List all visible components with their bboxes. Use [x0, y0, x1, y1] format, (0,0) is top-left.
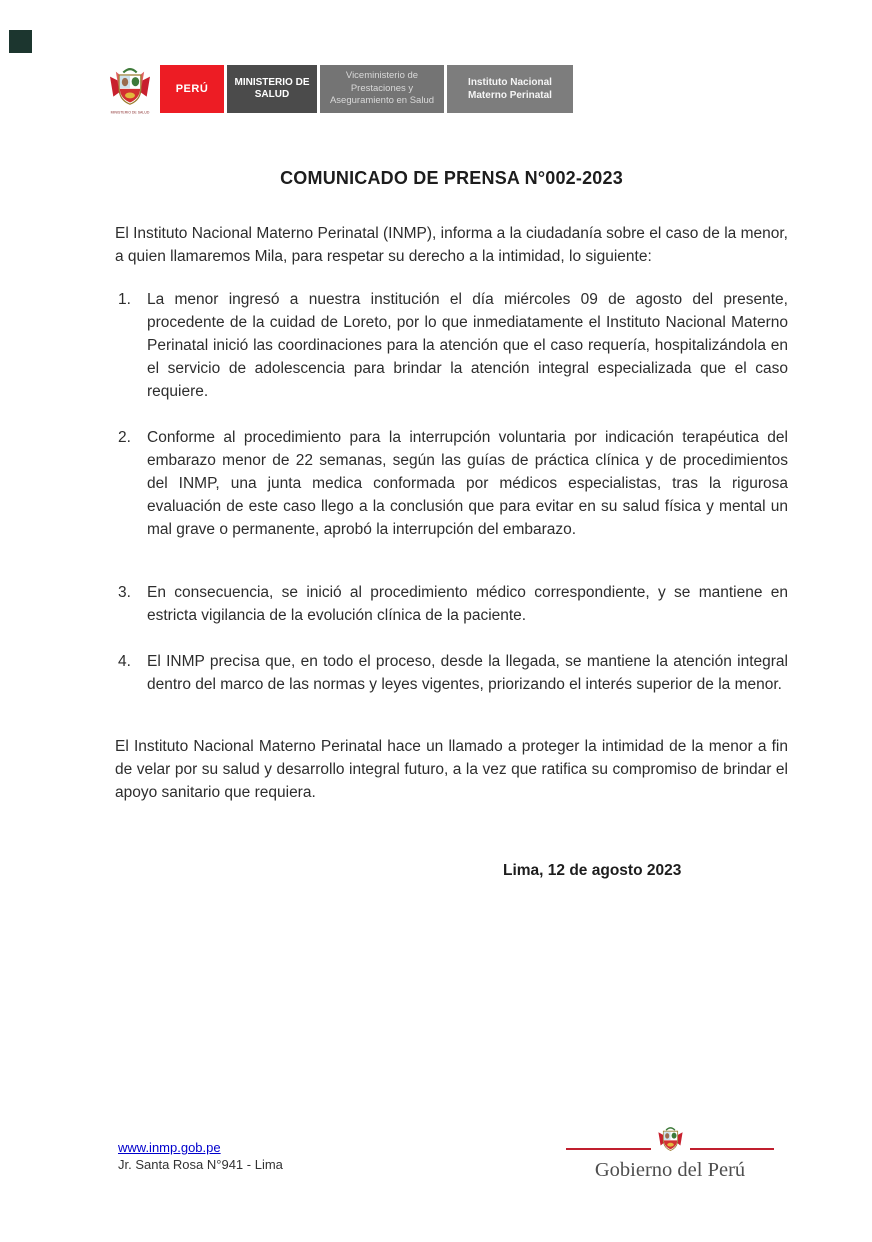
item-number: 2.: [118, 429, 131, 446]
list-item: [115, 650, 788, 696]
intro-paragraph: El Instituto Nacional Materno Perinatal (INMP), informa a la ciudadanía sobre el caso de la menor, a quien llamaremos Mila, para respetar su derecho a la intimidad, lo siguiente:: [115, 225, 788, 265]
list-item: [115, 426, 788, 541]
website-link[interactable]: www.inmp.gob.pe: [118, 1140, 221, 1155]
item-text: La menor ingresó a nuestra institución el día miércoles 09 de agosto del presente, procedente de la cuidad de Loreto, por lo que inmediatamente el Instituto Nacional Materno Perinatal inició las coordinaciones para la atención que el caso requería, hospitalizándola en el servicio de adolescencia para brindar la atención integral especializada que el caso requiere.: [147, 291, 788, 400]
gob-peru-emblem-icon: [654, 1122, 687, 1158]
item-number: 3.: [118, 584, 131, 601]
left-rule: [566, 1148, 651, 1150]
header-block-ministry: [227, 65, 317, 113]
document-body: [115, 113, 788, 880]
footer-contact: [118, 1139, 283, 1173]
item-text: El INMP precisa que, en todo el proceso, desde la llegada, se mantiene la atención integral dentro del marco de las normas y leyes vigentes, priorizando el interés superior de la menor.: [147, 653, 788, 693]
gobierno-emblem-row: [566, 1122, 774, 1158]
peru-coat-of-arms-icon: [105, 63, 155, 117]
header-block-institute: [447, 65, 573, 113]
address-text: Jr. Santa Rosa N°941 - Lima: [118, 1157, 283, 1172]
header-block-peru: [160, 65, 224, 113]
document-title: COMUNICADO DE PRENSA N°002-2023: [280, 168, 623, 188]
right-rule: [690, 1148, 775, 1150]
viceministry-label: Viceministerio de Prestaciones y Aseguramiento en Salud: [329, 70, 435, 107]
institute-label: Instituto Nacional Materno Perinatal: [468, 76, 552, 101]
corner-marker: [9, 30, 32, 53]
list-item: [115, 581, 788, 627]
gobierno-del-peru-logo: [566, 1122, 774, 1182]
gobierno-label: Gobierno del Perú: [594, 1159, 746, 1181]
header-block-viceministry: [320, 65, 444, 113]
item-text: En consecuencia, se inició al procedimiento médico correspondiente, y se mantiene en estricta vigilancia de la evolución clínica de la paciente.: [147, 584, 788, 624]
item-number: 1.: [118, 291, 131, 308]
list-item: [115, 288, 788, 403]
ministry-label: MINISTERIO DE SALUD: [234, 77, 310, 100]
dateline: Lima, 12 de agosto 2023: [503, 862, 682, 879]
minsa-header: [105, 63, 573, 115]
coat-caption: MINISTERIO DE SALUD: [110, 110, 150, 115]
numbered-list: [115, 288, 788, 696]
item-text: Conforme al procedimiento para la interrupción voluntaria por indicación terapéutica del embarazo menor de 22 semanas, según las guías de práctica clínica y de procedimientos del INMP, una junta medica conformada por médicos especialistas, tras la rigurosa evaluación de este caso llego a la conclusión que para evitar en su salud física y mental un mal grave o permanente, aprobó la interrupción del embarazo.: [147, 429, 788, 538]
closing-paragraph: El Instituto Nacional Materno Perinatal hace un llamado a proteger la intimidad de la menor a fin de velar por su salud y desarrollo integral futuro, a la vez que ratifica su compromiso de brindar el apoyo sanitario que requiera.: [115, 738, 788, 801]
peru-label: PERÚ: [175, 83, 209, 95]
item-number: 4.: [118, 653, 131, 670]
